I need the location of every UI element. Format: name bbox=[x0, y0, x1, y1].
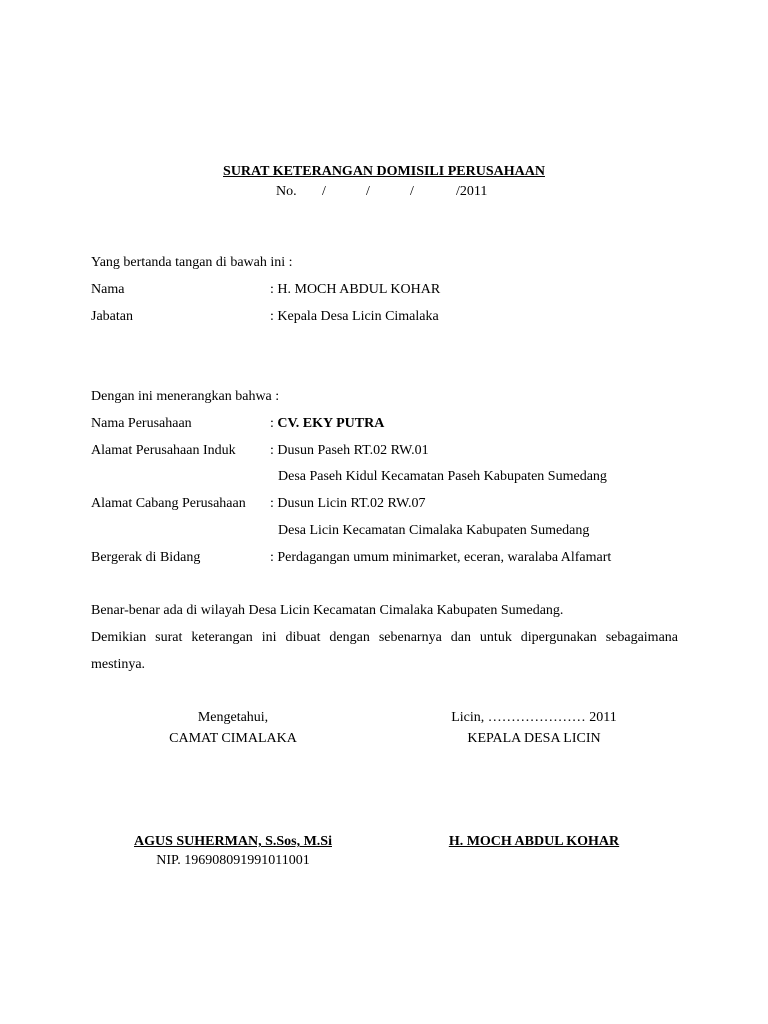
document-title: SURAT KETERANGAN DOMISILI PERUSAHAAN bbox=[223, 164, 545, 179]
signatory-intro: Yang bertanda tangan di bawah ini : bbox=[91, 255, 293, 270]
company-name-value bbox=[270, 416, 384, 432]
signatory-name-value: : H. MOCH ABDUL KOHAR bbox=[270, 282, 441, 297]
number-prefix: No. bbox=[276, 184, 297, 199]
statement-intro: Dengan ini menerangkan bahwa : bbox=[91, 389, 280, 404]
signatory-position-value: : Kepala Desa Licin Cimalaka bbox=[270, 309, 439, 324]
number-year: /2011 bbox=[456, 184, 488, 199]
branch-address-label: Alamat Cabang Perusahaan bbox=[91, 496, 246, 511]
closing-line-1: Benar-benar ada di wilayah Desa Licin Kecamatan Cimalaka Kabupaten Sumedang. bbox=[91, 603, 564, 618]
sign-left-nip: NIP. 196908091991011001 bbox=[156, 853, 310, 868]
number-separator: / bbox=[366, 184, 370, 199]
hq-address-label: Alamat Perusahaan Induk bbox=[91, 443, 236, 458]
signatory-position-label: Jabatan bbox=[91, 309, 133, 324]
sign-left-acknowledged: Mengetahui, bbox=[197, 710, 269, 725]
company-name-label: Nama Perusahaan bbox=[91, 416, 192, 431]
sign-right-year: 2011 bbox=[589, 710, 617, 725]
branch-address-line1: : Dusun Licin RT.02 RW.07 bbox=[270, 496, 426, 511]
sign-left-name: AGUS SUHERMAN, S.Sos, M.Si bbox=[134, 834, 332, 849]
sign-left-title: CAMAT CIMALAKA bbox=[169, 731, 297, 746]
branch-address-line2: Desa Licin Kecamatan Cimalaka Kabupaten Sumedang bbox=[278, 523, 590, 538]
company-name-colon: : bbox=[270, 416, 278, 431]
sign-right-name: H. MOCH ABDUL KOHAR bbox=[448, 834, 620, 849]
company-name: CV. EKY PUTRA bbox=[277, 416, 385, 431]
number-separator: / bbox=[322, 184, 326, 199]
number-separator: / bbox=[410, 184, 414, 199]
business-field-label: Bergerak di Bidang bbox=[91, 550, 201, 565]
hq-address-line1: : Dusun Paseh RT.02 RW.01 bbox=[270, 443, 429, 458]
business-field-value: : Perdagangan umum minimarket, eceran, waralaba Alfamart bbox=[270, 550, 612, 565]
signatory-name-label: Nama bbox=[91, 282, 125, 297]
document-number bbox=[276, 184, 487, 200]
sign-right-place-date bbox=[420, 710, 648, 726]
sign-right-place: Licin, bbox=[451, 710, 485, 725]
sign-right-date-blank: ………………… bbox=[487, 710, 586, 725]
sign-right-title: KEPALA DESA LICIN bbox=[467, 731, 601, 746]
hq-address-line2: Desa Paseh Kidul Kecamatan Paseh Kabupaten Sumedang bbox=[278, 469, 607, 484]
closing-line-2: Demikian surat keterangan ini dibuat dengan sebenarnya dan untuk dipergunakan sebagaimana bbox=[91, 630, 678, 645]
closing-line-3: mestinya. bbox=[91, 657, 146, 672]
